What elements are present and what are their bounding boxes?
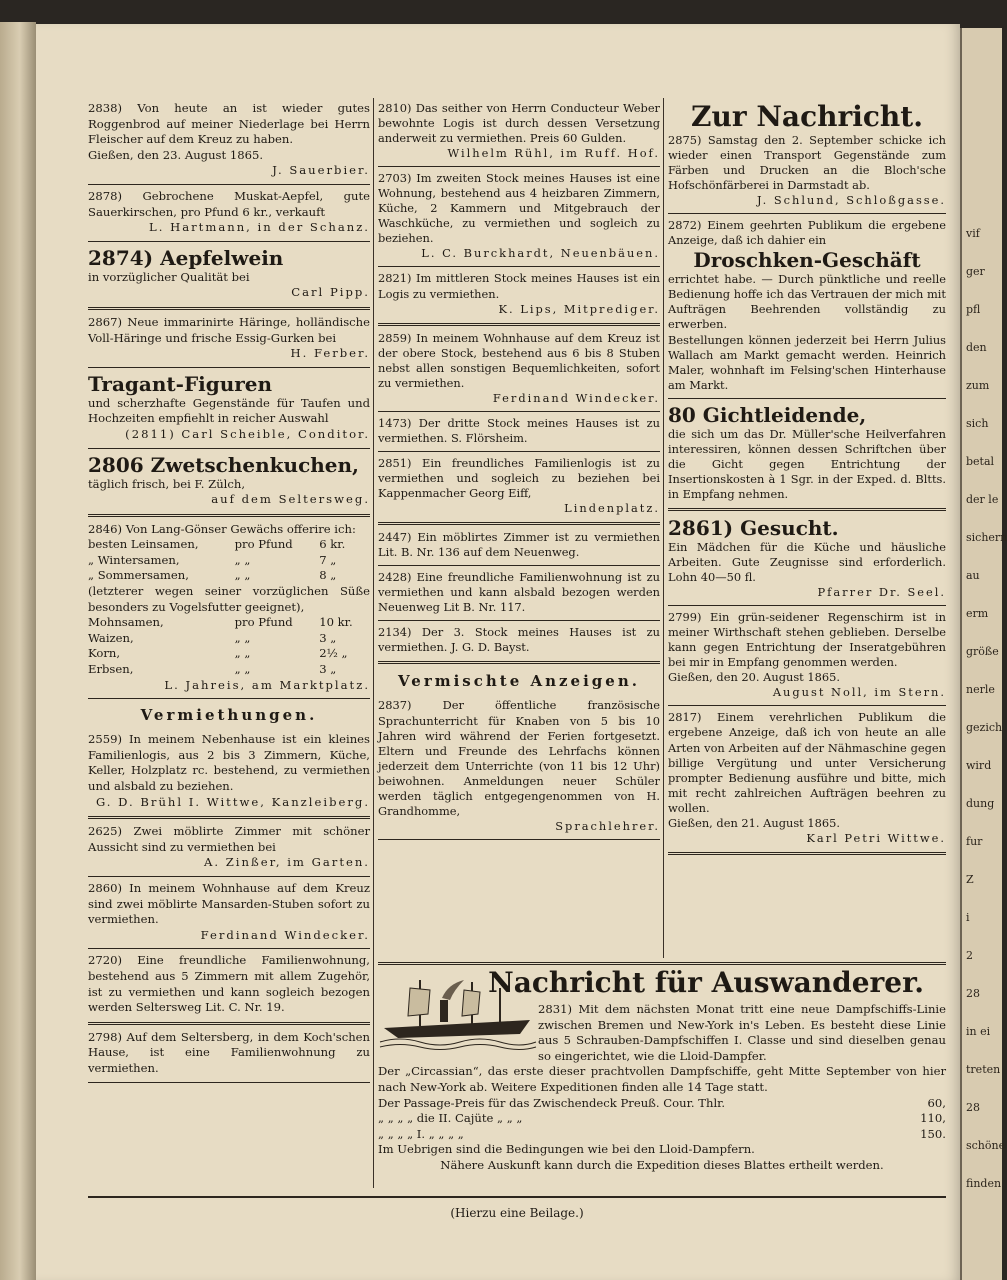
ad-signature: Sprachlehrer. [555, 818, 660, 833]
ad-text: 2799) Ein grün-seidener Regenschirm ist in meiner Wirthschaft stehen geblieben. Derselbe kann gegen Entrichtung der Inseratgebühren bei mir in Empfang genommen werden. [668, 610, 946, 670]
ad-signature: auf dem Seltersweg. [211, 492, 370, 507]
ad-separator [88, 816, 370, 819]
ad-signature: Wilhelm Rühl, im Ruff. Hof. [447, 146, 660, 161]
ad-signature: Carl Pipp. [291, 285, 370, 300]
ad-text: 2134) Der 3. Stock meines Hauses ist zu vermiethen. J. G. D. Bayst. [378, 625, 660, 655]
column-2 [378, 98, 660, 841]
ad-text: 2625) Zwei möblirte Zimmer mit schöner Aussicht sind zu vermiethen bei [88, 824, 370, 854]
price-cell: „ Wintersamen, [88, 552, 180, 567]
ad-text: 2817) Einem verehrlichen Publikum die ergebene Anzeige, daß ich von heute an alle Arten von Arbeiten auf der Nähmaschine gegen billige Vergütung und unter Versicherung prompter Bedienung ausführe und bitte, mich mit recht zahlreichen Aufträgen beehren zu wollen. [668, 710, 946, 815]
ad-signature: H. Ferber. [290, 346, 370, 361]
price-cell: Waizen, [88, 630, 134, 645]
ad-separator [88, 307, 370, 310]
book-spine-edge [0, 22, 36, 1280]
ad-a2447 [378, 527, 660, 564]
ad-a2867 [88, 312, 370, 366]
ad-separator [378, 839, 660, 840]
ad-separator [378, 451, 660, 452]
ad-text: 2821) Im mittleren Stock meines Hauses ist ein Logis zu vermiethen. [378, 271, 660, 301]
ad-text: 1473) Der dritte Stock meines Hauses ist zu vermiethen. S. Flörsheim. [378, 415, 660, 445]
ad-a2875 [668, 98, 946, 212]
next-page-fragment: au [966, 569, 980, 582]
next-page-fragment: nerle [966, 683, 995, 696]
price-cell: 7 „ [319, 552, 337, 567]
next-page-fragment: den [966, 341, 987, 354]
ad-signature: August Noll, im Stern. [772, 685, 946, 700]
price-cell: „ „ [234, 552, 251, 567]
price-cell: 6 kr. [319, 537, 346, 552]
price-row [88, 568, 370, 584]
ad-number: 2861) [668, 515, 741, 540]
next-page-fragment: 2 [966, 949, 973, 962]
ad-signature: G. D. Brühl I. Wittwe, Kanzleiberg. [95, 794, 370, 809]
next-page-edge [960, 28, 1007, 1280]
ad-signature: A. Zinßer, im Garten. [204, 855, 370, 870]
ad-text: 2798) Auf dem Seltersberg, in dem Koch'schen Hause, ist eine Familienwohnung zu vermiethen. [88, 1029, 370, 1075]
ad-separator [378, 323, 660, 326]
notice-line-2: Der „Circassian“, das erste dieser prachtvollen Dampfschiffe, geht Mitte September von hier nach New-York ab. Weitere Expeditionen finden alle 14 Tage statt. [378, 1064, 946, 1094]
ad-separator [668, 705, 946, 706]
next-page-fragment: wird [966, 759, 992, 772]
column-1 [88, 98, 370, 1084]
ad-separator [88, 948, 370, 949]
ad-a2720 [88, 950, 370, 1019]
ad-signature: Ferdinand Windecker. [200, 927, 370, 942]
ad-separator [378, 411, 660, 412]
ad-a2428 [378, 567, 660, 619]
next-page-fragment: vif [966, 227, 980, 240]
steamship-illustration [380, 970, 536, 1050]
price-row [88, 537, 370, 553]
ad-signature: J. Schlund, Schloßgasse. [756, 193, 946, 208]
ad-separator [88, 876, 370, 877]
ad-a2703 [378, 168, 660, 265]
ad-number: 2806 [88, 452, 151, 477]
ad-text: in vorzüglicher Qualität bei [88, 269, 250, 284]
ad-text: die sich um das Dr. Müller'sche Heilverfahren interessiren, können dessen Schriftchen über die Gicht gegen Entrichtung der Insertionskosten à 1 Sgr. in der Exped. d. Bltts. in Empfang nehmen. [668, 426, 946, 501]
ad-a2817 [668, 707, 946, 849]
price-cell: Korn, [88, 646, 121, 661]
ad-text: täglich frisch, bei F. Zülch, [88, 476, 246, 491]
ad-a2837 [378, 695, 660, 837]
ad-number: 2874) [88, 245, 161, 270]
column-3 [668, 98, 946, 857]
price-cell: „ „ [234, 646, 251, 661]
section-heading: Vermischte Anzeigen. [398, 672, 640, 691]
ad-signature: Karl Petri Wittwe. [806, 830, 946, 845]
next-page-fragment: erm [966, 607, 989, 620]
ad-text: Ein Mädchen für die Küche und häusliche Arbeiten. Gute Zeugnisse sind erforderlich. Lohn 40—50 fl. [668, 539, 946, 585]
section-heading: Vermiethungen. [140, 706, 318, 725]
ad-separator [88, 367, 370, 368]
ad-text: Gießen, den 21. August 1865. [668, 815, 840, 830]
ad-text: 2851) Ein freundliches Familienlogis ist zu vermiethen und sogleich zu beziehen bei Kappenmacher Georg Eiff, [378, 455, 660, 501]
price-row [88, 553, 370, 569]
price-cell: „ Sommersamen, [88, 568, 189, 583]
ad-separator [378, 565, 660, 566]
ad-a2878 [88, 186, 370, 240]
ad-text: und scherzhafte Gegenstände für Taufen und Hochzeiten empfiehlt in reicher Auswahl [88, 395, 370, 426]
ad-a2799 [668, 607, 946, 704]
ad-text: 2867) Neue immarinirte Häringe, holländische Voll-Häringe und frische Essig-Gurken bei [88, 314, 370, 345]
price-cell: „ „ [234, 662, 251, 677]
ad-separator [88, 241, 370, 242]
next-page-fragment: der le [966, 493, 999, 506]
ad-separator [88, 184, 370, 185]
ad-heading-text: Aepfelwein [160, 245, 284, 270]
ad-signature: L. Hartmann, in der Schanz. [149, 220, 370, 235]
ad-heading-text: Gichtleidende, [702, 402, 867, 427]
ad-a2559 [88, 729, 370, 814]
ad-separator [378, 266, 660, 267]
price-cell: Erbsen, [88, 662, 134, 677]
next-page-fragment: finden [966, 1177, 1002, 1190]
ad-heading [668, 101, 946, 133]
ad-separator [378, 522, 660, 525]
ad-text: (letzterer wegen seiner vorzüglichen Süße besonders zu Vogelsfutter geeignet), [88, 584, 370, 614]
ad-separator [668, 508, 946, 511]
price-cell: Mohnsamen, [88, 615, 164, 630]
next-page-fragment: 28 [966, 987, 980, 1000]
ad-a2821 [378, 268, 660, 320]
price-row [88, 631, 370, 647]
ad-text: 2875) Samstag den 2. September schicke ich wieder einen Transport Gegenstände zum Färben und Drucken an die Bloch'sche Hofschönfärberei in Darmstadt ab. [668, 133, 946, 193]
price-cell: 3 „ [319, 630, 337, 645]
ad-text: 2559) In meinem Nebenhause ist ein kleines Familienlogis, aus 2 bis 3 Zimmern, Küche, Keller, Holzplatz rc. bestehend, zu vermiethen und alsbald zu beziehen. [88, 732, 370, 793]
next-page-fragment: ger [966, 265, 985, 278]
ad-heading-text: Tragant-Figuren [88, 371, 273, 396]
notice-line-1: 2831) Mit dem nächsten Monat tritt eine neue Dampfschiffs-Linie zwischen Bremen und New-York in's Leben. Es besteht diese Linie aus 5 Schrauben-Dampfschiffen I. Classe und sind dieselben genau so eingerichtet, wie die Lloid-Dampfer. [538, 1002, 946, 1063]
ad-a2134 [378, 622, 660, 659]
ad-separator [378, 166, 660, 167]
ad-text: Bestellungen können jederzeit bei Herrn Julius Wallach am Markt gemacht werden. Heinrich Maler, wohnhaft im Felsing'schen Hinterhause am Markt. [668, 332, 946, 392]
next-page-fragment: betal [966, 455, 995, 468]
price-cell: 2½ „ [319, 646, 348, 661]
ad-a2872 [668, 215, 946, 396]
price-row-3: „ „ „ „ I. „ „ „ „ 150. [378, 1126, 946, 1141]
next-page-fragment: i [966, 911, 970, 924]
ad-heading-text: Zur Nachricht. [691, 100, 923, 133]
ad-heading [88, 372, 370, 396]
next-page-fragment: pfl [966, 303, 981, 316]
next-page-fragment: größe [966, 645, 999, 658]
ad-text: 2859) In meinem Wohnhause auf dem Kreuz ist der obere Stock, bestehend aus 6 bis 8 Stuben nebst allen sonstigen Bequemlichkeiten, sofort zu vermiethen. [378, 330, 660, 390]
column-rule-2 [663, 98, 664, 958]
ad-a2846 [88, 519, 370, 698]
ad-text: errichtet habe. — Durch pünktliche und reelle Bedienung hoffe ich das Vertrauen der mich mit Aufträgen Beehrenden vollständig zu erwerben. [668, 272, 946, 332]
notice-line-4: Nähere Auskunft kann durch die Expedition dieses Blattes ertheilt werden. [440, 1157, 884, 1172]
ad-text: 2846) Von Lang-Gönser Gewächs offerire ich: [88, 521, 356, 536]
ad-signature: L. C. Burckhardt, Neuenbäuen. [421, 246, 660, 261]
ad-text: 2428) Eine freundliche Familienwohnung ist zu vermiethen und kann alsbald bezogen werden Neuenweg Lit B. Nr. 117. [378, 570, 660, 615]
ad-separator [668, 852, 946, 855]
price-cell: pro Pfund [234, 537, 293, 552]
ad-a2861 [668, 513, 946, 604]
ad-heading [88, 246, 370, 270]
ad-a2625 [88, 821, 370, 875]
ad-a2851 [378, 453, 660, 520]
ad-text: 2837) Der öffentliche französische Sprachunterricht für Knaben von 5 bis 10 Jahren wird während der Ferien fortgesetzt. Eltern und Freunde des Lehrfachs können jederzeit dem Unterrichte (von 11 bis 12 Uhr) beiwohnen. Anmeldungen neuer Schüler werden täglich entgegengenommen von H. Grandhomme, [378, 698, 660, 818]
ad-separator [88, 1082, 370, 1083]
price-cell: 3 „ [319, 662, 337, 677]
ad-separator [88, 1022, 370, 1025]
ad-separator [378, 661, 660, 664]
price-cell: „ „ [234, 568, 251, 583]
ad-separator [88, 448, 370, 449]
notice-top-rule [378, 962, 946, 965]
next-page-fragment: gezich [966, 721, 1003, 734]
next-page-fragment: dung [966, 797, 995, 810]
price-row-1: Der Passage-Preis für das Zwischendeck Preuß. Cour. Thlr. 60, [378, 1095, 946, 1110]
ad-a2859 [378, 328, 660, 410]
ad-separator [378, 620, 660, 621]
ad-a80 [668, 400, 946, 506]
ad-a2860 [88, 878, 370, 947]
ad-heading-text: Gesucht. [740, 515, 839, 540]
ad-text: 2810) Das seither von Herrn Conducteur Weber bewohnte Logis ist durch dessen Versetzung anderweit zu vermiethen. Preis 60 Gulden. [378, 101, 660, 146]
ad-heading [88, 453, 370, 477]
ad-a1473 [378, 413, 660, 450]
next-page-fragment: 28 [966, 1101, 980, 1114]
ad-signature: Pfarrer Dr. Seel. [817, 585, 946, 600]
ad-heading-text: Zwetschenkuchen, [150, 452, 360, 477]
ad-text: 2878) Gebrochene Muskat-Aepfel, gute Sauerkirschen, pro Pfund 6 kr., verkauft [88, 188, 370, 219]
notice-title: Nachricht für Auswanderer. [488, 966, 924, 999]
next-page-fragment: Z [966, 873, 974, 886]
ad-separator [88, 514, 370, 517]
ad-a2838 [88, 98, 370, 183]
ad-text: Gießen, den 23. August 1865. [88, 147, 264, 162]
price-cell: „ „ [234, 630, 251, 645]
price-cell: 10 kr. [319, 615, 353, 630]
ad-heading [668, 403, 946, 427]
next-page-fragment: schöne [966, 1139, 1006, 1152]
price-row [88, 615, 370, 631]
price-row [88, 662, 370, 678]
ad-number: 80 [668, 402, 703, 427]
ad-a2798 [88, 1027, 370, 1081]
ad-signature: L. Jahreis, am Marktplatz. [164, 677, 370, 692]
ad-signature: Lindenplatz. [564, 501, 660, 516]
ad-text: Gießen, den 20. August 1865. [668, 670, 840, 685]
column-rule-1 [373, 98, 374, 1188]
ad-separator [668, 605, 946, 606]
next-page-fragment: in ei [966, 1025, 991, 1038]
ad-text: 2860) In meinem Wohnhause auf dem Kreuz sind zwei möblirte Mansarden-Stuben sofort zu vermiethen. [88, 880, 370, 927]
ad-heading: Droschken-Geschäft [693, 248, 921, 273]
ad-a2874 [88, 243, 370, 305]
ad-separator [668, 213, 946, 214]
ad-separator [88, 698, 370, 699]
price-row [88, 646, 370, 662]
next-page-fragment: sich [966, 417, 989, 430]
ad-signature: J. Sauerbier. [272, 163, 370, 178]
price-cell: 8 „ [319, 568, 337, 583]
notice-line-3: Im Uebrigen sind die Bedingungen wie bei den Lloid-Dampfern. [378, 1142, 755, 1157]
ad-separator [668, 398, 946, 399]
ad-text: 2838) Von heute an ist wieder gutes Roggenbrod auf meiner Niederlage bei Herrn Fleischer auf dem Kreuz zu haben. [88, 101, 370, 147]
ad-a2810 [378, 98, 660, 165]
next-page-fragment: sichern [966, 531, 1007, 544]
ad-signature: K. Lips, Mitprediger. [498, 301, 660, 316]
bottom-rule [88, 1196, 946, 1198]
ad-text: 2872) Einem geehrten Publikum die ergebene Anzeige, daß ich dahier ein [668, 218, 946, 248]
price-cell: besten Leinsamen, [88, 537, 199, 552]
price-cell: pro Pfund [234, 615, 293, 630]
next-page-fragment: treten [966, 1063, 1001, 1076]
next-page-fragment: zum [966, 379, 990, 392]
ad-text: 2720) Eine freundliche Familienwohnung, bestehend aus 5 Zimmern mit allem Zugehör, ist zu vermiethen und kann sogleich bezogen werden Seltersweg Lit. C. Nr. 19. [88, 953, 370, 1015]
footer-note: (Hierzu eine Beilage.) [450, 1206, 584, 1220]
price-row-2: „ „ „ „ die II. Cajüte „ „ „ 110, [378, 1111, 946, 1126]
ad-a2811 [88, 369, 370, 447]
ad-signature: Ferdinand Windecker. [492, 390, 660, 405]
ad-signature: (2811) Carl Scheible, Conditor. [125, 426, 370, 441]
ad-text: 2447) Ein möblirtes Zimmer ist zu vermiethen Lit. B. Nr. 136 auf dem Neuenweg. [378, 530, 660, 560]
ad-heading [668, 516, 946, 540]
ad-text: 2703) Im zweiten Stock meines Hauses ist eine Wohnung, bestehend aus 4 heizbaren Zimmern, Küche, 2 Kammern und Mitgebrauch der Waschküche, zu vermiethen und sogleich zu beziehen. [378, 171, 660, 246]
next-page-fragment: fur [966, 835, 983, 848]
ad-a2806 [88, 450, 370, 512]
